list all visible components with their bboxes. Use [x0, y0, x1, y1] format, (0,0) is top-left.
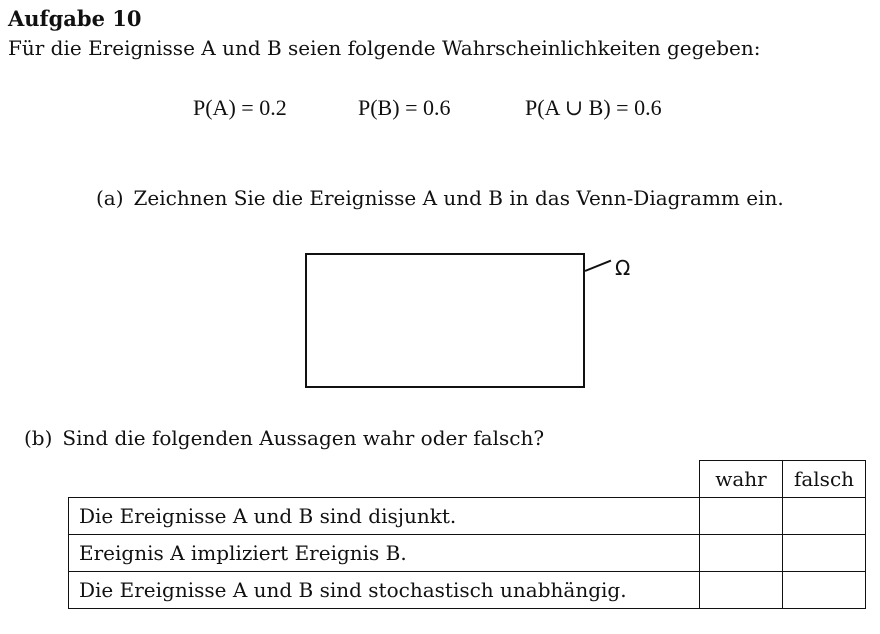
- table-header-row: [69, 461, 866, 498]
- prob-b-lhs: P(B): [358, 95, 400, 120]
- task-intro: Für die Ereignisse A und B seien folgende Wahrscheinlichkeiten gegeben:: [8, 36, 761, 60]
- question-a-text: Zeichnen Sie die Ereignisse A und B in das Venn-Diagramm ein.: [133, 186, 784, 210]
- true-false-table: [68, 460, 866, 609]
- prob-union: [525, 95, 662, 121]
- table-row: [69, 534, 866, 571]
- question-b-text: Sind die folgenden Aussagen wahr oder falsch?: [62, 426, 545, 450]
- omega-pointer-line: [585, 260, 612, 272]
- question-a: [96, 186, 784, 210]
- prob-a: [193, 95, 287, 121]
- answer-box-wahr-2[interactable]: [700, 534, 783, 571]
- statement-2: Ereignis A impliziert Ereignis B.: [69, 534, 700, 571]
- answer-box-falsch-3[interactable]: [783, 571, 866, 608]
- answer-box-wahr-3[interactable]: [700, 571, 783, 608]
- table-row: [69, 497, 866, 534]
- prob-a-rhs: = 0.2: [241, 95, 287, 120]
- venn-diagram-box[interactable]: [305, 253, 585, 388]
- task-title: Aufgabe 10: [8, 6, 142, 31]
- table-row: [69, 571, 866, 608]
- question-a-label: (a): [96, 186, 124, 210]
- omega-label: Ω: [615, 256, 631, 280]
- statement-1: Die Ereignisse A und B sind disjunkt.: [69, 497, 700, 534]
- prob-a-lhs: P(A): [193, 95, 236, 120]
- column-wahr: wahr: [700, 461, 783, 498]
- answer-box-falsch-2[interactable]: [783, 534, 866, 571]
- table-corner: [69, 461, 700, 498]
- prob-b: [358, 95, 450, 121]
- column-falsch: falsch: [783, 461, 866, 498]
- prob-union-lhs: P(A ∪ B): [525, 95, 611, 120]
- statement-3: Die Ereignisse A und B sind stochastisch unabhängig.: [69, 571, 700, 608]
- answer-box-falsch-1[interactable]: [783, 497, 866, 534]
- prob-union-rhs: = 0.6: [616, 95, 662, 120]
- question-b-label: (b): [24, 426, 53, 450]
- question-b: [24, 426, 544, 450]
- prob-b-rhs: = 0.6: [405, 95, 451, 120]
- answer-box-wahr-1[interactable]: [700, 497, 783, 534]
